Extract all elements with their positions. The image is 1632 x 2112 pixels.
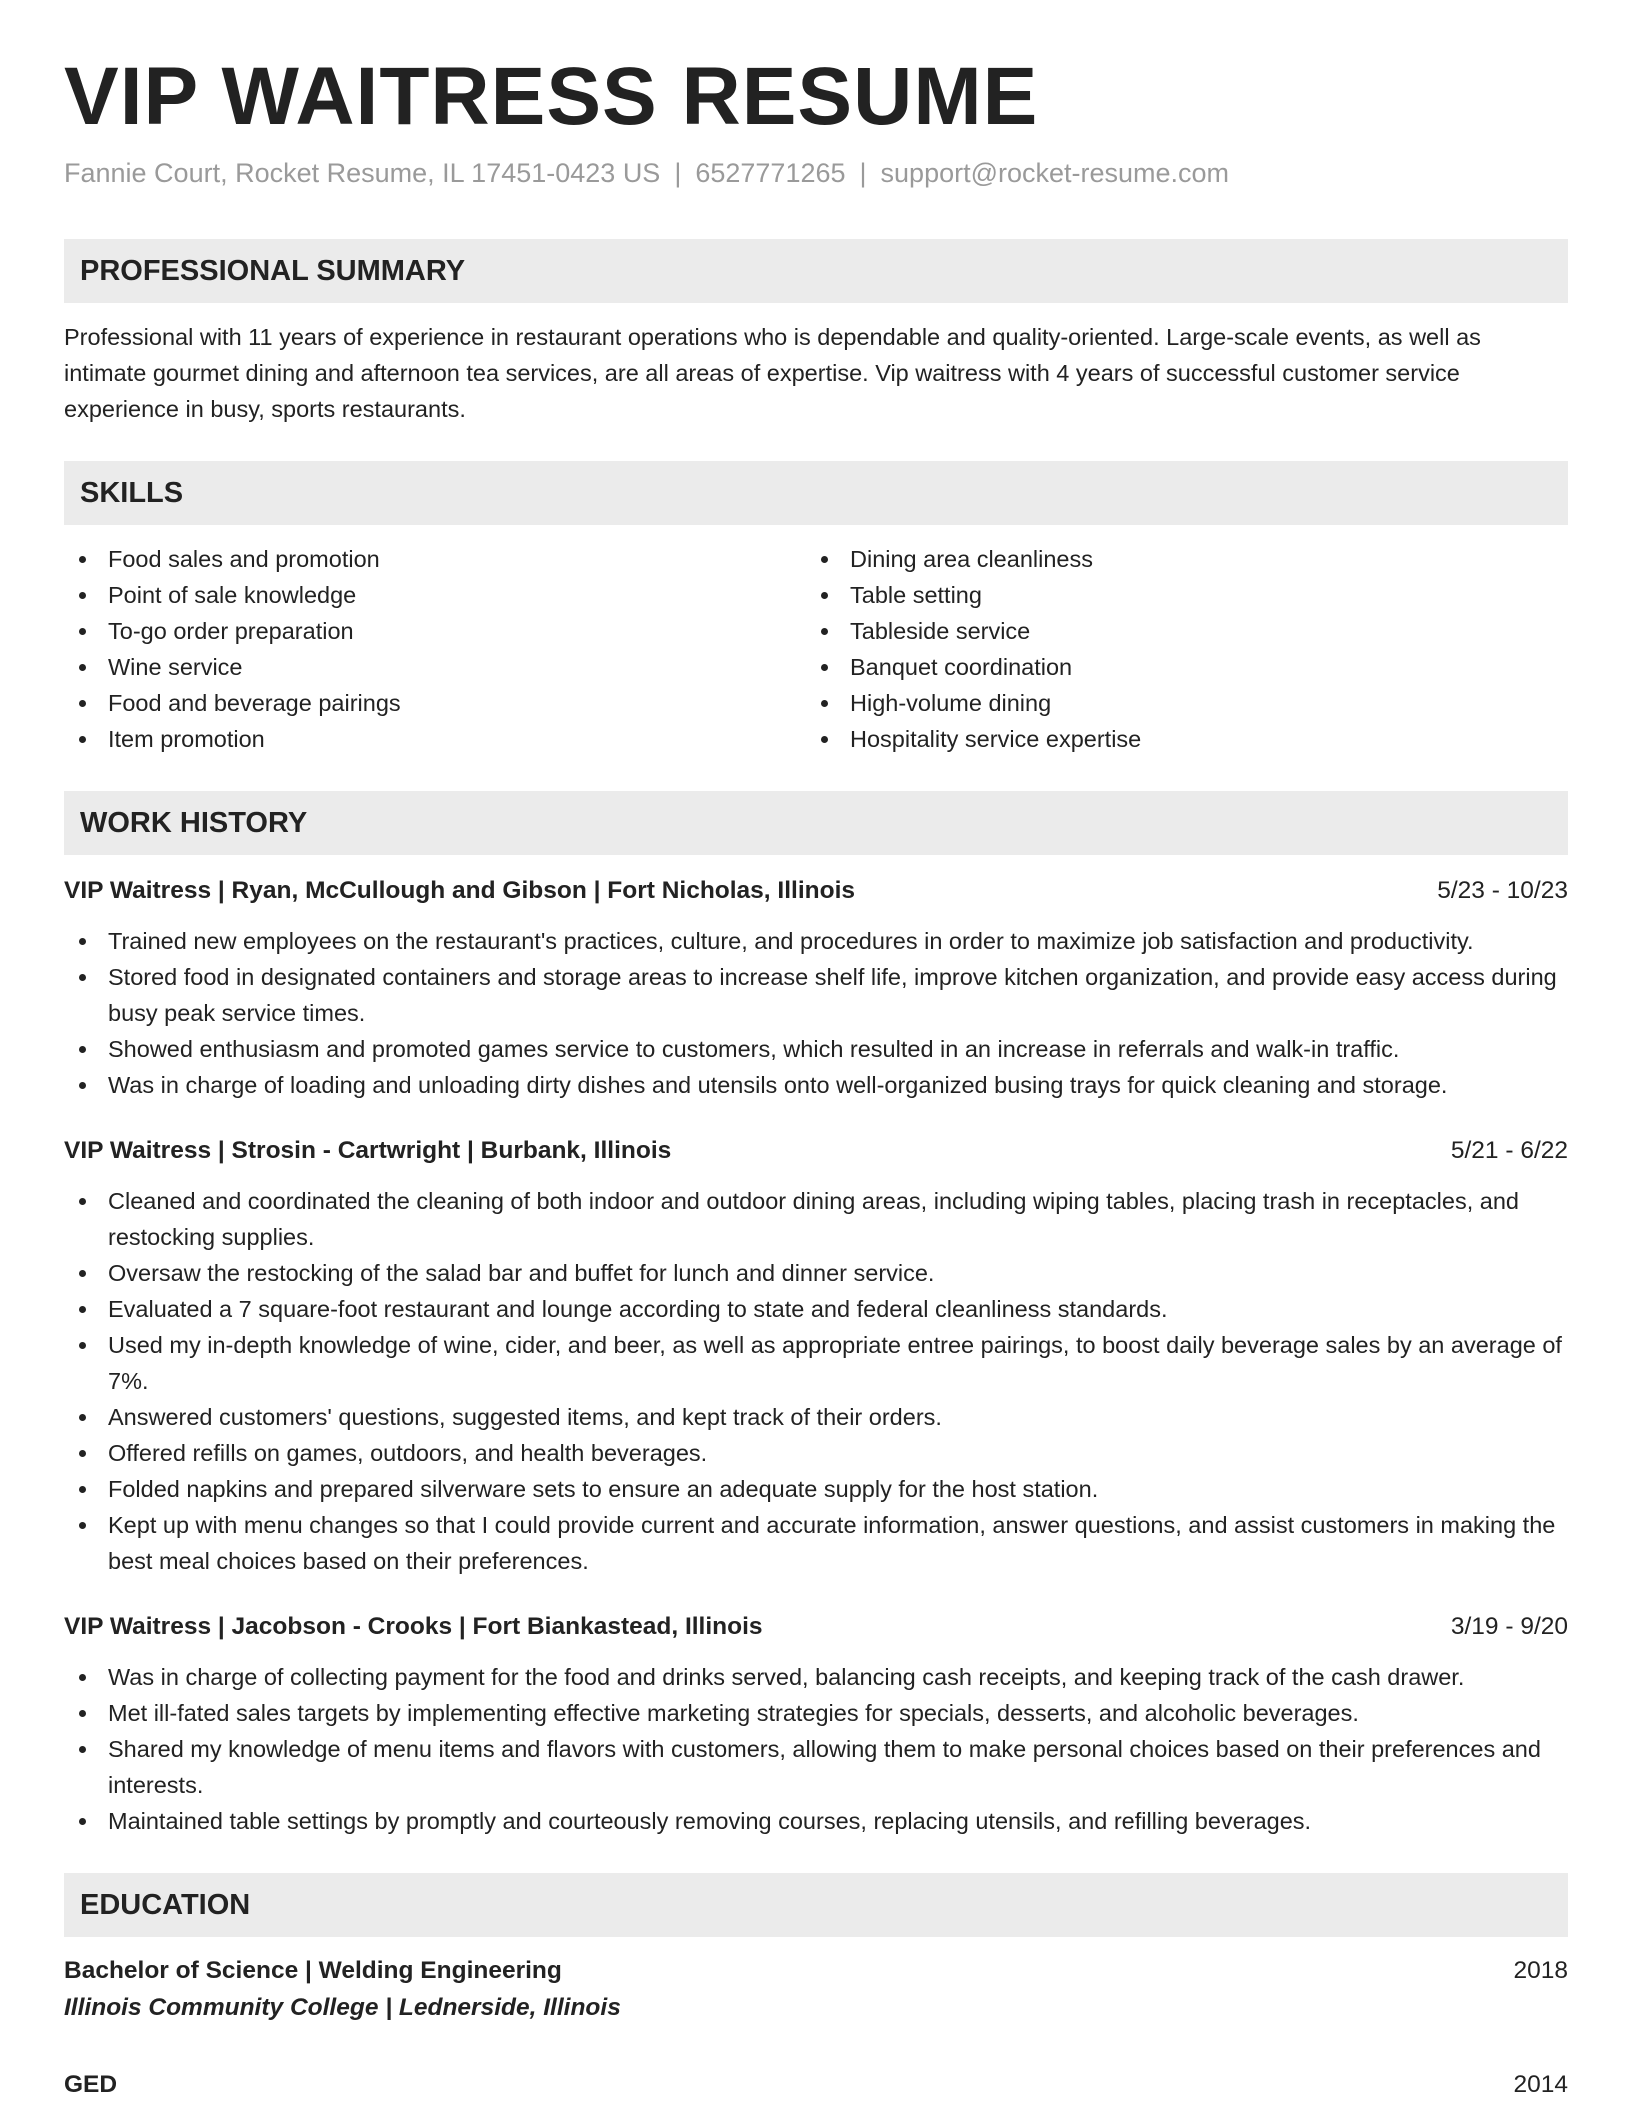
job-bullet: Met ill-fated sales targets by implementing effective marketing strategies for specials, desserts, and alcoholic beverages. bbox=[64, 1695, 1568, 1731]
education-school: Illinois Community College | Lednerside, Illinois bbox=[64, 1994, 621, 2022]
section-header-skills: SKILLS bbox=[64, 461, 1568, 525]
skill-item: To-go order preparation bbox=[64, 613, 806, 649]
job-bullet: Kept up with menu changes so that I could provide current and accurate information, answer questions, and assist customers in making the best meal choices based on their preferences. bbox=[64, 1507, 1568, 1579]
summary-text: Professional with 11 years of experience in restaurant operations who is dependable and quality-oriented. Large-scale events, as well as intimate gourmet dining and afternoon tea services, are all areas of expertise. Vip waitress with 4 years of successful customer service experience in busy, sports restaurants. bbox=[64, 324, 1481, 423]
education-degree: Bachelor of Science | Welding Engineering bbox=[64, 1957, 562, 1985]
job-bullet: Oversaw the restocking of the salad bar and buffet for lunch and dinner service. bbox=[64, 1255, 1568, 1291]
skill-item: Food and beverage pairings bbox=[64, 685, 806, 721]
skill-item: Banquet coordination bbox=[806, 649, 1548, 685]
contact-email: support@rocket-resume.com bbox=[880, 158, 1230, 189]
skill-item: Item promotion bbox=[64, 721, 806, 757]
contact-separator: | bbox=[674, 158, 682, 189]
job-entry bbox=[64, 1133, 1568, 1579]
skill-item: Point of sale knowledge bbox=[64, 577, 806, 613]
job-entry bbox=[64, 1609, 1568, 1839]
section-header-work-history: WORK HISTORY bbox=[64, 791, 1568, 855]
job-header bbox=[64, 1133, 1568, 1169]
job-bullet: Was in charge of loading and unloading dirty dishes and utensils onto well-organized busing trays for quick cleaning and storage. bbox=[64, 1067, 1568, 1103]
education-entry bbox=[64, 1953, 1568, 2027]
job-bullet: Used my in-depth knowledge of wine, cider, and beer, as well as appropriate entree pairings, to boost daily beverage sales by an average of 7%. bbox=[64, 1327, 1568, 1399]
education-year: 2014 bbox=[1513, 2071, 1568, 2099]
job-bullet: Stored food in designated containers and storage areas to increase shelf life, improve kitchen organization, and provide easy access during busy peak service times. bbox=[64, 959, 1568, 1031]
job-bullet: Folded napkins and prepared silverware sets to ensure an adequate supply for the host station. bbox=[64, 1471, 1568, 1507]
skill-item: High-volume dining bbox=[806, 685, 1548, 721]
job-bullet: Evaluated a 7 square-foot restaurant and lounge according to state and federal cleanliness standards. bbox=[64, 1291, 1568, 1327]
job-header bbox=[64, 1609, 1568, 1645]
job-header bbox=[64, 873, 1568, 909]
skill-item: Dining area cleanliness bbox=[806, 541, 1548, 577]
job-bullet: Was in charge of collecting payment for the food and drinks served, balancing cash receipts, and keeping track of the cash drawer. bbox=[64, 1659, 1568, 1695]
job-dates: 5/23 - 10/23 bbox=[1437, 877, 1568, 905]
skill-item: Wine service bbox=[64, 649, 806, 685]
contact-separator: | bbox=[859, 158, 867, 189]
education-header bbox=[64, 2067, 1568, 2103]
job-entry bbox=[64, 873, 1568, 1103]
skills-column-left bbox=[64, 541, 806, 757]
job-bullet: Answered customers' questions, suggested items, and kept track of their orders. bbox=[64, 1399, 1568, 1435]
contact-line bbox=[64, 158, 1568, 189]
contact-phone: 6527771265 bbox=[695, 158, 846, 189]
skill-item: Tableside service bbox=[806, 613, 1548, 649]
job-title: VIP Waitress | Ryan, McCullough and Gibson | Fort Nicholas, Illinois bbox=[64, 877, 856, 905]
job-bullet: Trained new employees on the restaurant's practices, culture, and procedures in order to maximize job satisfaction and productivity. bbox=[64, 923, 1568, 959]
section-header-summary: PROFESSIONAL SUMMARY bbox=[64, 239, 1568, 303]
job-bullet: Showed enthusiasm and promoted games service to customers, which resulted in an increase in referrals and walk-in traffic. bbox=[64, 1031, 1568, 1067]
job-bullet: Maintained table settings by promptly and courteously removing courses, replacing utensils, and refilling beverages. bbox=[64, 1803, 1568, 1839]
education-entry bbox=[64, 2067, 1568, 2103]
contact-address: Fannie Court, Rocket Resume, IL 17451-0423 US bbox=[64, 158, 661, 189]
job-dates: 3/19 - 9/20 bbox=[1450, 1613, 1568, 1641]
skill-item: Hospitality service expertise bbox=[806, 721, 1548, 757]
resume-title: VIP WAITRESS RESUME bbox=[64, 51, 1039, 142]
job-bullets bbox=[64, 1183, 1568, 1579]
job-dates: 5/21 - 6/22 bbox=[1450, 1137, 1568, 1165]
job-bullet: Offered refills on games, outdoors, and health beverages. bbox=[64, 1435, 1568, 1471]
education-degree: GED bbox=[64, 2071, 118, 2099]
skills-list bbox=[64, 541, 1568, 757]
section-header-education: EDUCATION bbox=[64, 1873, 1568, 1937]
education-header bbox=[64, 1953, 1568, 1989]
job-title: VIP Waitress | Strosin - Cartwright | Burbank, Illinois bbox=[64, 1137, 672, 1165]
skill-item: Food sales and promotion bbox=[64, 541, 806, 577]
skills-column-right bbox=[806, 541, 1548, 757]
job-bullets bbox=[64, 923, 1568, 1103]
job-bullet: Cleaned and coordinated the cleaning of both indoor and outdoor dining areas, including wiping tables, placing trash in receptacles, and restocking supplies. bbox=[64, 1183, 1568, 1255]
education-year: 2018 bbox=[1513, 1957, 1568, 1985]
job-bullet: Shared my knowledge of menu items and flavors with customers, allowing them to make personal choices based on their preferences and interests. bbox=[64, 1731, 1568, 1803]
job-title: VIP Waitress | Jacobson - Crooks | Fort Biankastead, Illinois bbox=[64, 1613, 763, 1641]
skill-item: Table setting bbox=[806, 577, 1548, 613]
job-bullets bbox=[64, 1659, 1568, 1839]
